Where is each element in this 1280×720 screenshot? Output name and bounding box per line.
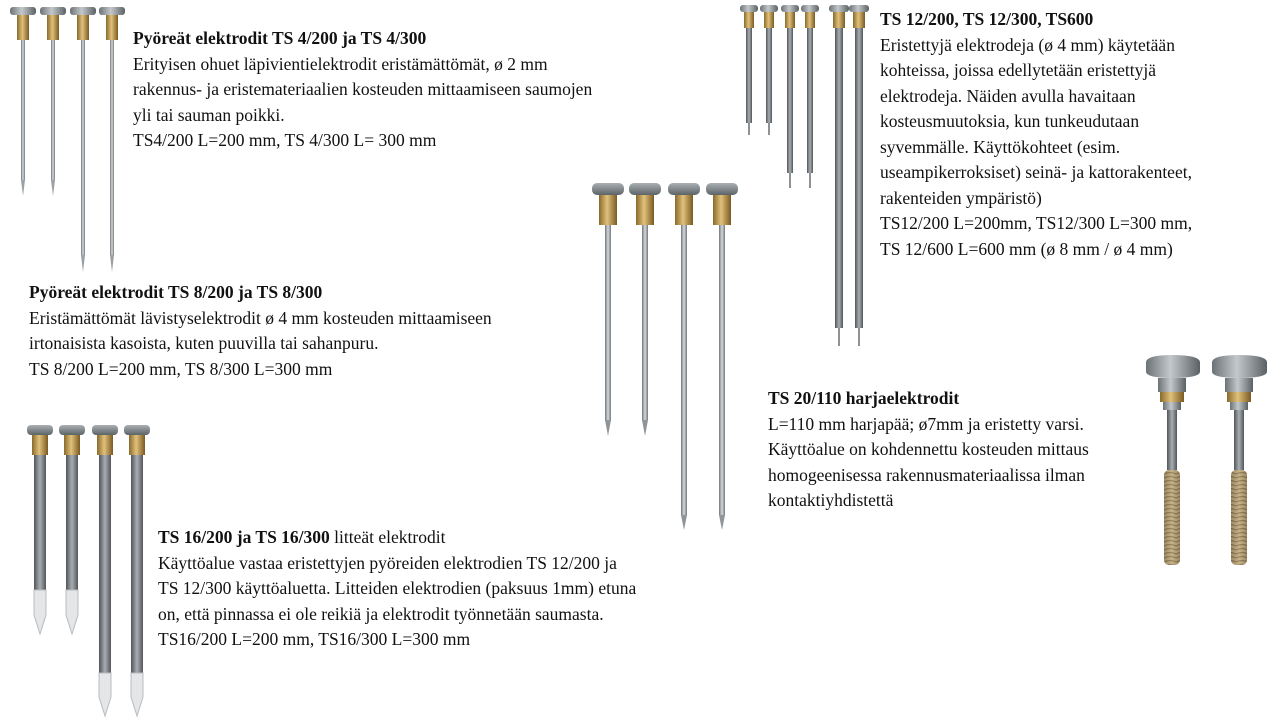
section-ts12-line-9: TS 12/600 L=600 mm (ø 8 mm / ø 4 mm) bbox=[880, 238, 1173, 259]
section-ts16-line-3: on, että pinnassa ei ole reikiä ja elektrodit työnnetään saumasta. bbox=[158, 603, 604, 624]
section-ts4-line-1: Erityisen ohuet läpivientielektrodit eristämättömät, ø 2 mm bbox=[133, 53, 548, 74]
section-ts12-line-8: TS12/200 L=200mm, TS12/300 L=300 mm, bbox=[880, 213, 1193, 233]
electrode-ts12-3 bbox=[781, 5, 799, 188]
section-ts8-line-3: TS 8/200 L=200 mm, TS 8/300 L=300 mm bbox=[29, 358, 333, 379]
section-ts16 bbox=[158, 525, 636, 653]
electrode-ts4-3 bbox=[70, 7, 96, 272]
electrode-ts16-4 bbox=[124, 425, 150, 716]
electrode-ts20-2 bbox=[1212, 355, 1267, 565]
electrode-ts16-2 bbox=[59, 425, 85, 634]
section-ts16-line-1: Käyttöalue vastaa eristettyjen pyöreiden elektrodien TS 12/200 ja bbox=[158, 552, 617, 573]
electrode-ts16-1 bbox=[27, 425, 53, 634]
section-ts20-line-3: homogeenisessa rakennusmateriaalissa ilman bbox=[768, 464, 1085, 485]
section-ts12-title: TS 12/200, TS 12/300, TS600 bbox=[880, 9, 1094, 29]
section-ts12-line-5: syvemmälle. Käyttökohteet (esim. bbox=[880, 136, 1121, 157]
section-ts16-title bbox=[158, 525, 636, 551]
section-ts12-line-3: elektrodeja. Näiden avulla havaitaan bbox=[880, 85, 1136, 106]
electrode-ts20-1 bbox=[1146, 355, 1200, 565]
section-ts16-title-rest: litteät elektrodit bbox=[329, 527, 446, 547]
section-ts4 bbox=[133, 26, 592, 154]
electrode-ts4-2 bbox=[40, 7, 66, 196]
section-ts20-line-2: Käyttöalue on kohdennettu kosteuden mittaus bbox=[768, 439, 1089, 459]
section-ts12 bbox=[880, 7, 1192, 262]
section-ts20-line-4: kontaktiyhdistettä bbox=[768, 490, 894, 510]
section-ts20-line-1: L=110 mm harjapää; ø7mm ja eristetty varsi. bbox=[768, 413, 1084, 434]
section-ts4-line-3: yli tai sauman poikki. bbox=[133, 104, 285, 125]
section-ts16-title-bold: TS 16/200 ja TS 16/300 bbox=[158, 527, 330, 547]
section-ts8-line-2: irtonaisista kasoista, kuten puuvilla tai sahanpuru. bbox=[29, 333, 379, 353]
electrode-ts12-2 bbox=[760, 5, 778, 135]
section-ts8 bbox=[29, 280, 492, 382]
electrode-ts8-3 bbox=[668, 183, 700, 530]
section-ts12-line-4: kosteusmuutoksia, kun tunkeudutaan bbox=[880, 111, 1140, 131]
section-ts8-line-1: Eristämättömät lävistyselektrodit ø 4 mm kosteuden mittaamiseen bbox=[29, 307, 492, 328]
section-ts16-line-2: TS 12/300 käyttöaluetta. Litteiden elektrodien (paksuus 1mm) etuna bbox=[158, 578, 637, 598]
electrode-ts8-2 bbox=[629, 183, 661, 436]
electrode-ts16-3 bbox=[92, 425, 118, 716]
section-ts20-title: TS 20/110 harjaelektrodit bbox=[768, 388, 960, 408]
section-ts12-line-1: Eristettyjä elektrodeja (ø 4 mm) käytetään bbox=[880, 34, 1175, 55]
section-ts12-line-2: kohteissa, joissa edellytetään eristettyjä bbox=[880, 60, 1157, 80]
electrode-ts12-5 bbox=[829, 5, 849, 346]
section-ts12-line-7: rakenteiden ympäristö) bbox=[880, 187, 1042, 208]
section-ts16-line-4: TS16/200 L=200 mm, TS16/300 L=300 mm bbox=[158, 629, 471, 649]
section-ts4-line-4: TS4/200 L=200 mm, TS 4/300 L= 300 mm bbox=[133, 130, 437, 150]
electrode-ts4-1 bbox=[10, 7, 36, 196]
electrode-ts4-4 bbox=[99, 7, 125, 272]
section-ts20 bbox=[768, 386, 1089, 514]
electrode-ts8-1 bbox=[592, 183, 624, 436]
section-ts4-line-2: rakennus- ja eristemateriaalien kosteuden mittaamiseen saumojen bbox=[133, 79, 593, 99]
section-ts12-line-6: useampikerroksiset) seinä- ja kattorakenteet, bbox=[880, 162, 1192, 182]
section-ts4-title: Pyöreät elektrodit TS 4/200 ja TS 4/300 bbox=[133, 28, 427, 48]
section-ts8-title: Pyöreät elektrodit TS 8/200 ja TS 8/300 bbox=[29, 282, 323, 302]
electrode-ts12-4 bbox=[801, 5, 819, 188]
electrode-ts12-1 bbox=[740, 5, 758, 135]
electrode-ts8-4 bbox=[706, 183, 738, 530]
electrode-ts12-6 bbox=[849, 5, 869, 346]
